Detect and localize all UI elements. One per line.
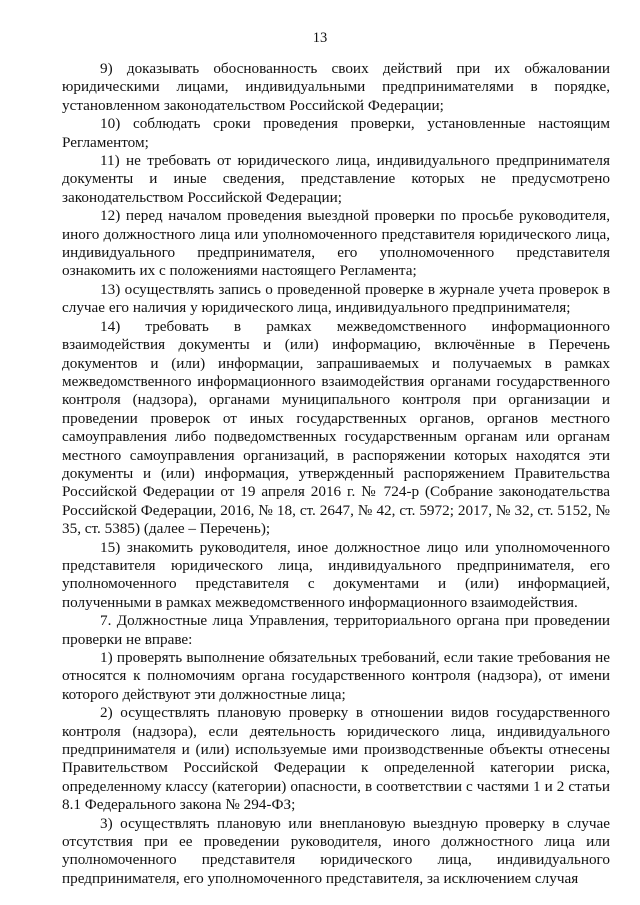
paragraph-item-14: 14) требовать в рамках межведомственного информационного взаимодействия документы и (или) информацию, включённые в Перечень документов и (или) информации, запрашиваемых и получаемых в рамках межведомственного информационного взаимодействия органами государственного контроля (надзора), органами муниципального контроля при организации и проведении проверок от иных государственных органов, органов местного самоуправления либо подведомственных государственным органам или органам местного самоуправления организаций, в распоряжении которых находятся эти документы и (или) информация, утвержденный распоряжением Правительства Российской Федерации от 19 апреля 2016 г. № 724-р (Собрание законодательства Российской Федерации, 2016, № 18, ст. 2647, № 42, ст. 5972; 2017, № 32, ст. 5152, № 35, ст. 5385) (далее – Перечень); bbox=[62, 317, 610, 538]
prohibition-item-1: 1) проверять выполнение обязательных требований, если такие требования не относятся к полномочиям органа государственного контроля (надзора), от имени которого действуют эти должностные лица; bbox=[62, 649, 610, 703]
paragraph-item-11: 11) не требовать от юридического лица, индивидуального предпринимателя документы и иные сведения, представление которых не предусмотрено законодательством Российской Федерации; bbox=[62, 152, 610, 206]
prohibition-item-3: 3) осуществлять плановую или внеплановую выездную проверку в случае отсутствия при ее проведении руководителя, иного должностного лица или уполномоченного представителя юридического лица, индивидуального предпринимателя, его уполномоченного представителя, за исключением случая bbox=[62, 814, 610, 887]
paragraph-item-13: 13) осуществлять запись о проведенной проверке в журнале учета проверок в случае его наличия у юридического лица, индивидуального предпринимателя; bbox=[62, 280, 610, 317]
paragraph-item-10: 10) соблюдать сроки проведения проверки, установленные настоящим Регламентом; bbox=[62, 115, 610, 151]
prohibition-item-2: 2) осуществлять плановую проверку в отношении видов государственного контроля (надзора), если деятельность юридического лица, индивидуального предпринимателя и (или) используемые ими производственные объекты отнесены Правительством Российской Федерации к определенной категории риска, определенному классу (категории) опасности, в соответствии с частями 1 и 2 статьи 8.1 Федерального закона № 294-ФЗ; bbox=[62, 704, 610, 814]
page-number: 13 bbox=[312, 30, 328, 46]
paragraph-item-15: 15) знакомить руководителя, иное должностное лицо или уполномоченного представителя юридического лица, индивидуального предпринимателя, его уполномоченного представителя с документами и (или) информацией, полученными в рамках межведомственного информационного взаимодействия. bbox=[62, 538, 610, 611]
paragraph-item-12: 12) перед началом проведения выездной проверки по просьбе руководителя, иного должностного лица или уполномоченного представителя юридического лица, индивидуального предпринимателя, его уполномоченного представителя ознакомить их с положениями настоящего Регламента; bbox=[62, 207, 610, 280]
section-7-heading: 7. Должностные лица Управления, территориального органа при проведении проверки не вправе: bbox=[62, 612, 610, 648]
document-body bbox=[62, 60, 610, 888]
paragraph-item-9: 9) доказывать обоснованность своих действий при их обжаловании юридическими лицами, индивидуальными предпринимателями в порядке, установленном законодательством Российской Федерации; bbox=[62, 60, 610, 114]
